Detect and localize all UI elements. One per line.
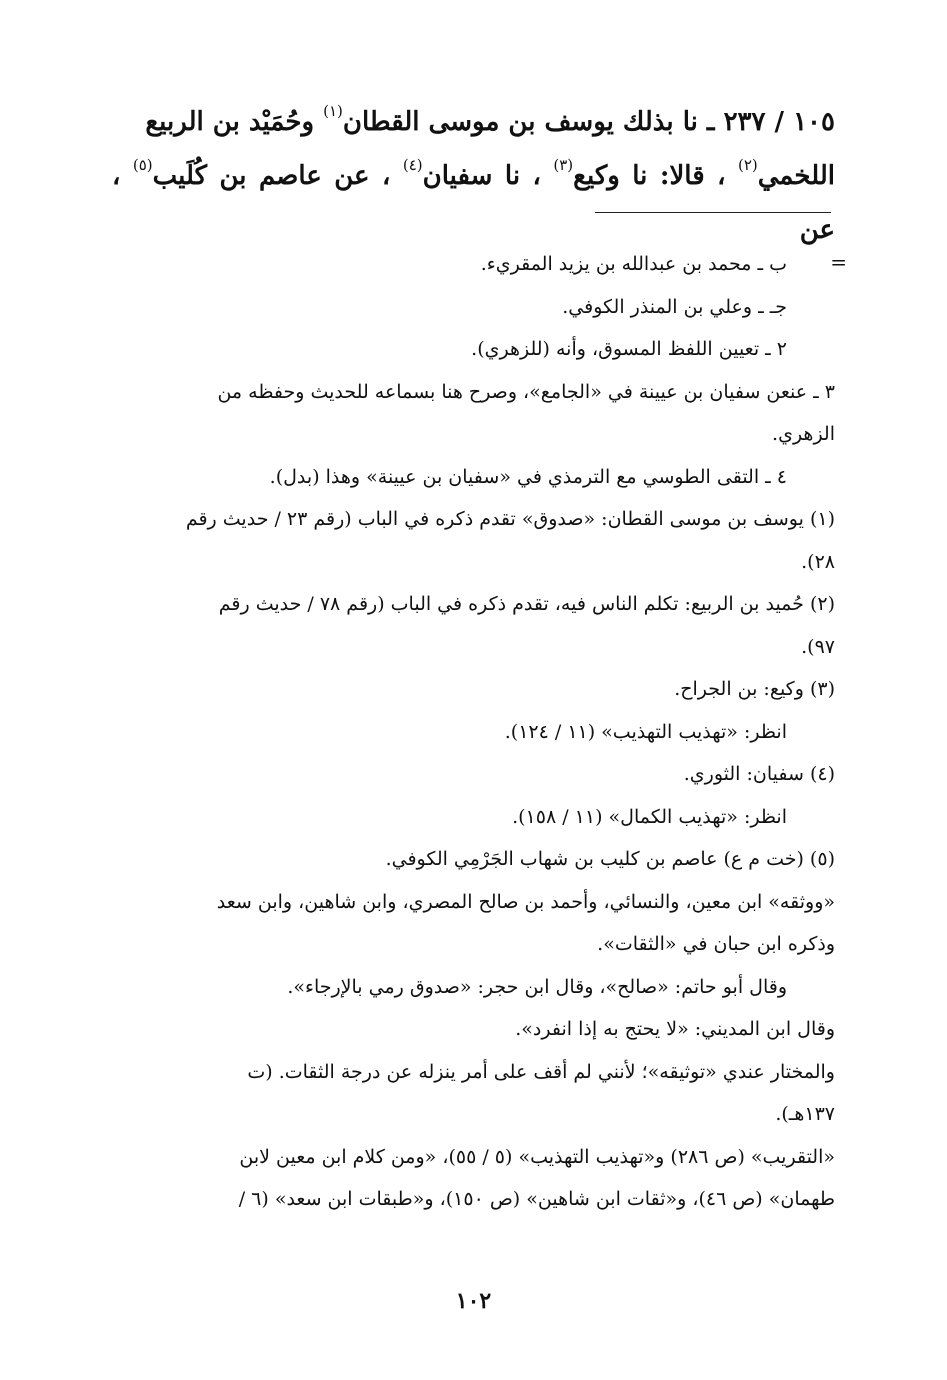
hadith-text — [112, 95, 835, 257]
footnotes — [112, 243, 835, 1221]
footnote-2: (٢) حُميد بن الربيع: تكلم الناس فيه، تقدم ذكره في الباب (رقم ٧٨ / حديث رقم — [218, 593, 835, 615]
note-line: طهمان» (ص ٤٦)، و«ثقات ابن شاهين» (ص ١٥٠)، و«طبقات ابن سعد» (٦ / — [238, 1188, 835, 1210]
note-line: «ووثقه» ابن معين، والنسائي، وأحمد بن صالح المصري، وابن شاهين، وابن سعد — [216, 890, 835, 913]
footnote-5: (٥) (خت م ع) عاصم بن كليب بن شهاب الجَرْمِي الكوفي. — [385, 848, 835, 870]
continuation-mark: = — [830, 250, 847, 274]
note-line: ٩٧). — [801, 635, 835, 658]
hadith-text-segment: ، عن عاصم بن كُلَيب — [152, 161, 403, 191]
note-line: والمختار عندي «توثيقه»؛ لأنني لم أقف على أمر ينزله عن درجة الثقات. (ت — [247, 1060, 835, 1083]
note-line: وذكره ابن حبان في «الثقات». — [597, 933, 835, 955]
note-line: ب ـ محمد بن عبدالله بن يزيد المقريء. — [480, 253, 787, 275]
hadith-line-2 — [112, 149, 835, 257]
note-line: وقال أبو حاتم: «صالح»، وقال ابن حجر: «صدوق رمي بالإرجاء». — [287, 975, 787, 998]
footnote-ref-2: (٢) — [737, 156, 758, 174]
note-line: انظر: «تهذيب الكمال» (١١ / ١٥٨). — [512, 805, 787, 828]
page-number: ١٠٢ — [455, 1288, 492, 1314]
hadith-text-segment: ، قالا: نا وكيع — [573, 161, 738, 191]
hadith-text-segment: ١٠٥ / ٢٣٧ ـ نا بذلك يوسف بن موسى القطان — [342, 107, 835, 137]
hadith-line-1 — [112, 95, 835, 149]
note-line: ١٣٧هـ). — [775, 1103, 835, 1125]
note-line: ٤ ـ التقى الطوسي مع الترمذي في «سفيان بن عيينة» وهذا (بدل). — [269, 465, 787, 488]
footnote-4: (٤) سفيان: الثوري. — [683, 763, 835, 785]
footnote-separator — [595, 212, 831, 213]
footnote-3: (٣) وكيع: بن الجراح. — [674, 678, 835, 700]
note-line: وقال ابن المديني: «لا يحتج به إذا انفرد». — [515, 1018, 835, 1040]
note-line: ٢٨). — [801, 550, 835, 573]
note-line: «التقريب» (ص ٢٨٦) و«تهذيب التهذيب» (٥ / ٥٥)، «ومن كلام ابن معين لابن — [239, 1145, 835, 1168]
note-line: ٢ ـ تعيين اللفظ المسوق، وأنه (للزهري). — [471, 338, 787, 360]
footnote-1: (١) يوسف بن موسى القطان: «صدوق» تقدم ذكره في الباب (رقم ٢٣ / حديث رقم — [185, 508, 835, 530]
footnote-ref-1: (١) — [323, 102, 343, 120]
footnote-ref-3: (٣) — [553, 156, 574, 174]
note-line: الزهري. — [772, 423, 835, 445]
hadith-text-segment: اللخمي — [757, 161, 835, 191]
note-line: جـ ـ وعلي بن المنذر الكوفي. — [562, 295, 787, 318]
footnote-ref-5: (٥) — [132, 156, 153, 174]
hadith-text-segment: وحُمَيْد بن الربيع — [145, 107, 324, 137]
hadith-text-segment: ، نا سفيان — [422, 161, 554, 191]
hadith-text-segment: ، عن — [112, 161, 835, 245]
note-line: انظر: «تهذيب التهذيب» (١١ / ١٢٤). — [504, 720, 787, 743]
footnote-ref-4: (٤) — [402, 156, 423, 174]
note-line: ٣ ـ عنعن سفيان بن عيينة في «الجامع»، وصرح هنا بسماعه للحديث وحفظه من — [217, 380, 835, 403]
